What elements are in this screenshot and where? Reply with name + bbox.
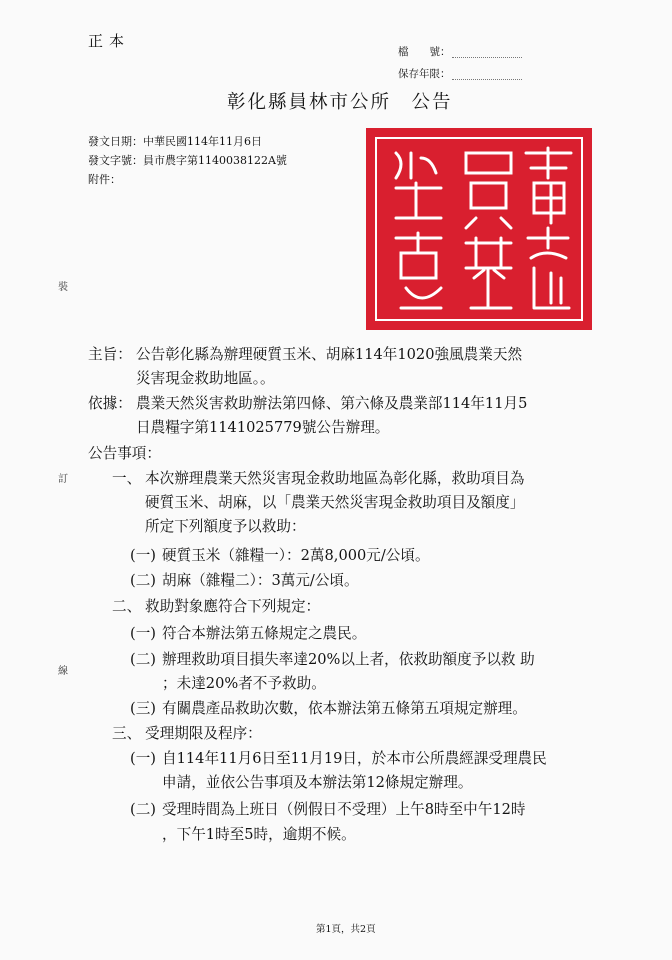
item-3-sub-2-line-2: ，下午1時至5時，逾期不候。 [162, 826, 356, 843]
item-1-sub-1-line-1: 硬質玉米（雜糧一）：2萬8,000元/公頃。 [162, 547, 430, 564]
page-footer: 第1頁，共2頁 [316, 924, 376, 935]
item-2-sub-3-lead: (三) [130, 700, 156, 717]
basis-line-1: 農業天然災害救助辦法第四條、第六條及農業部114年11月5 [136, 395, 528, 412]
document-title: 彰化縣員林市公所 公告 [227, 92, 453, 113]
item-1-line-1: 本次辦理農業天然災害現金救助地區為彰化縣，救助項目為 [145, 470, 525, 487]
item-3-line-1: 受理期限及程序： [145, 725, 262, 742]
margin-mark-3: 線 [58, 666, 68, 677]
item-2-line-1: 救助對象應符合下列規定： [145, 598, 321, 615]
item-1-sub-2-lead: (二) [130, 572, 156, 589]
item-3-sub-2-line-1: 受理時間為上班日（例假日不受理）上午8時至中午12時 [162, 801, 526, 818]
file-number-line [452, 56, 522, 58]
item-1-line-2: 硬質玉米、胡麻，以「農業天然災害現金救助項目及額度」 [145, 494, 525, 511]
item-3-sub-1-lead: (一) [130, 750, 156, 767]
retention-period-label: 保存年限： [398, 68, 451, 80]
item-1-sub-1-lead: (一) [130, 547, 156, 564]
item-2-sub-1-line-1: 符合本辦法第五條規定之農民。 [162, 625, 367, 642]
issue-date: 發文日期：中華民國114年11月6日 [88, 135, 262, 148]
copy-label: 正本 [88, 32, 131, 50]
retention-period-line [452, 78, 522, 80]
item-1-sub-2-line-1: 胡麻（雜糧二）：3萬元/公頃。 [162, 572, 359, 589]
item-2-sub-2-line-1: 辦理救助項目損失率達20%以上者，依救助額度予以救 助 [162, 651, 535, 668]
seal-glyphs [366, 128, 592, 330]
item-2-sub-1-lead: (一) [130, 625, 156, 642]
subject-line-1: 公告彰化縣為辦理硬質玉米、胡麻114年1020強風農業天然 [136, 346, 523, 363]
item-3-sub-1-line-1: 自114年11月6日至11月19日，於本市公所農經課受理農民 [162, 750, 547, 767]
items-title: 公告事項： [88, 445, 161, 462]
item-1-line-3: 所定下列額度予以救助： [145, 518, 306, 535]
issue-number: 發文字號：員市農字第1140038122A號 [88, 154, 287, 167]
item-2-sub-3-line-1: 有關農產品救助次數，依本辦法第五條第五項規定辦理。 [162, 700, 527, 717]
item-2-sub-2-lead: (二) [130, 651, 156, 668]
subject-label: 主旨： [88, 346, 132, 363]
item-3-sub-1-line-2: 申請，並依公告事項及本辦法第12條規定辦理。 [162, 774, 473, 791]
item-1-lead: 一、 [112, 470, 142, 487]
margin-mark-2: 訂 [58, 474, 68, 485]
subject-line-2: 災害現金救助地區。。 [136, 370, 275, 387]
attachment-label: 附件： [88, 173, 121, 186]
margin-mark-1: 裝 [58, 282, 68, 293]
item-2-lead: 二、 [112, 598, 142, 615]
basis-line-2: 日農糧字第1141025779號公告辦理。 [136, 419, 390, 436]
item-3-sub-2-lead: (二) [130, 801, 156, 818]
file-number-label: 檔 號： [398, 46, 451, 58]
item-2-sub-2-line-2: ；未達20%者不予救助。 [162, 675, 326, 692]
basis-label: 依據： [88, 395, 132, 412]
item-3-lead: 三、 [112, 725, 142, 742]
official-seal [366, 128, 592, 330]
